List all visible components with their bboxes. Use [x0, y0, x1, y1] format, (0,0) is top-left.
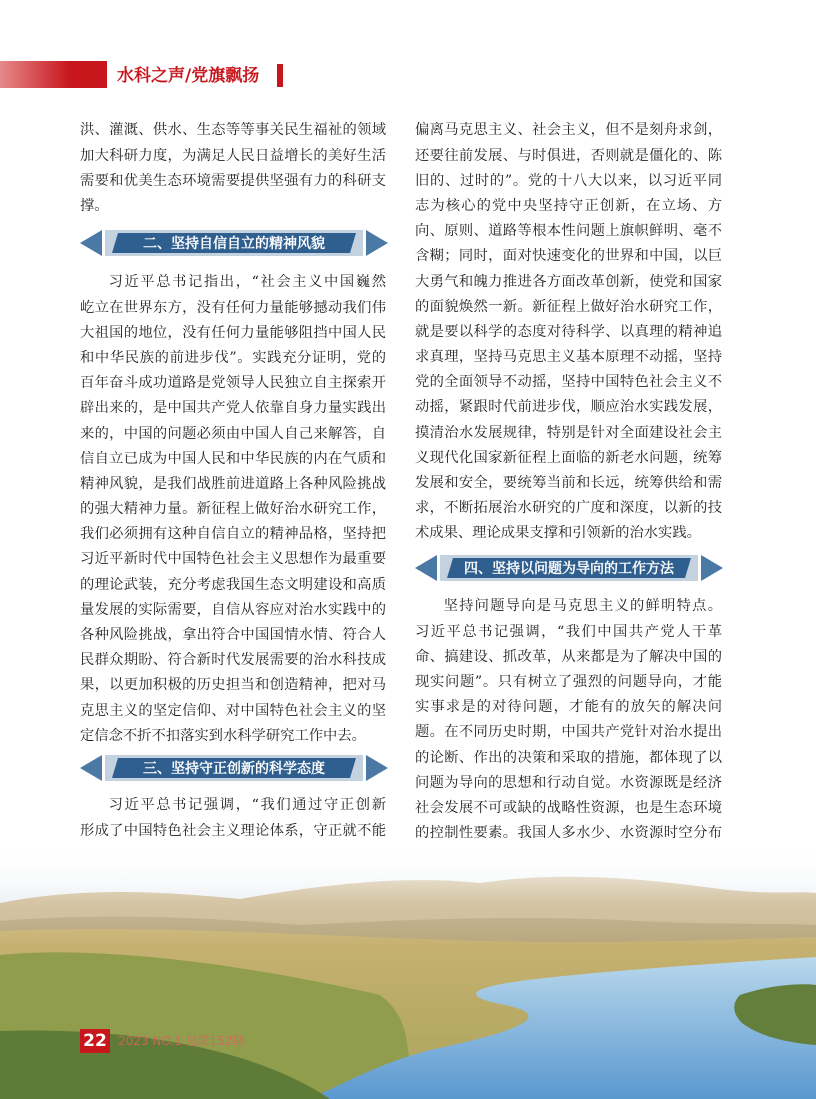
text-line: 大祖国的地位，没有任何力量能够阻挡中国人民	[80, 324, 386, 341]
header-red-band	[0, 61, 107, 88]
text-line: 问题为导向的思想和行动自觉。水资源既是经济	[415, 774, 722, 791]
text-line: 社会发展不可或缺的战略性资源，也是生态环境	[415, 799, 722, 816]
left-paragraph-continued	[80, 118, 386, 219]
text-line: 的控制性要素。我国人多水少、水资源时空分布	[415, 825, 722, 842]
text-line: 的理论武装，充分考虑我国生态文明建设和高质	[80, 576, 386, 593]
text-line: 的强大精神力量。新征程上做好治水研究工作，	[80, 501, 386, 518]
text-line: 求真理，坚持马克思主义基本原理不动摇，坚持	[415, 349, 722, 366]
text-line: 党的全面领导不动摇，坚持中国特色社会主义不	[415, 374, 722, 391]
text-line: 来的，中国的问题必须由中国人自己来解答，自	[80, 425, 386, 442]
heading-text: 三、坚持守正创新的科学态度	[143, 761, 325, 777]
text-line: 的论断、作出的决策和采取的措施，都体现了以	[415, 749, 722, 766]
text-line: 量发展的实际需要，自信从容应对治水实践中的	[80, 601, 386, 618]
header-red-bar	[277, 64, 283, 87]
text-line: 命、搞建设、抓改革，从来都是为了解决中国的	[415, 648, 722, 665]
text-line: 需要和优美生态环境需要提供坚强有力的科研支	[80, 172, 386, 189]
arrow-right-icon	[366, 230, 388, 256]
text-line: 发展和安全，要统筹当前和长远，统筹供给和需	[415, 475, 722, 492]
arrow-left-icon	[415, 555, 437, 581]
text-line: 习近平新时代中国特色社会主义思想作为最重要	[80, 551, 386, 568]
text-line: 习近平总书记指出，“社会主义中国巍然	[108, 274, 386, 291]
text-line: 信自立已成为中国人民和中华民族的内在气质和	[80, 450, 386, 467]
text-line: 加大科研力度，为满足人民日益增长的美好生活	[80, 147, 386, 164]
text-line: 旧的、过时的”。党的十八大以来，以习近平同	[415, 172, 722, 189]
top-fade	[0, 845, 816, 1099]
arrow-left-icon	[80, 755, 102, 781]
text-line: 大勇气和魄力推进各方面改革创新，使党和国家	[415, 273, 722, 290]
issue-label: 2023 NO.1 总第152期	[118, 1034, 245, 1048]
right-paragraph-continued	[415, 118, 722, 546]
text-line: 含糊；同时，面对快速变化的世界和中国，以巨	[415, 248, 722, 265]
text-line: 形成了中国特色社会主义理论体系，守正就不能	[80, 822, 386, 839]
section-heading-3	[80, 755, 388, 781]
text-line: 习近平总书记强调，“我们中国共产党人干革	[415, 623, 722, 640]
text-line: 克思主义的坚定信仰、对中国特色社会主义的坚	[80, 702, 386, 719]
text-line: 和中华民族的前进步伐”。实践充分证明，党的	[80, 349, 386, 366]
heading-text: 四、坚持以问题为导向的工作方法	[464, 561, 674, 577]
arrow-left-icon	[80, 230, 102, 256]
arrow-right-icon	[366, 755, 388, 781]
text-line: 习近平总书记强调，“我们通过守正创新	[108, 797, 386, 814]
right-paragraph-4	[415, 594, 722, 846]
text-line: 向、原则、道路等根本性问题上旗帜鲜明、毫不	[415, 223, 722, 240]
text-line: 题。在不同历史时期，中国共产党针对治水提出	[415, 724, 722, 741]
text-line: 的面貌焕然一新。新征程上做好治水研究工作，	[415, 298, 722, 315]
text-line: 偏离马克思主义、社会主义，但不是刻舟求剑，	[415, 122, 722, 139]
text-line: 就是要以科学的态度对待科学、以真理的精神追	[415, 323, 722, 340]
text-line: 各种风险挑战，拿出符合中国国情水情、符合人	[80, 627, 386, 644]
text-line: 还要往前发展、与时俱进，否则就是僵化的、陈	[415, 147, 722, 164]
text-line: 精神风貌，是我们战胜前进道路上各种风险挑战	[80, 475, 386, 492]
text-line: 屹立在世界东方，没有任何力量能够撼动我们伟	[80, 299, 386, 316]
text-line: 民群众期盼、符合新时代发展需要的治水科技成	[80, 652, 386, 669]
text-line: 摸清治水发展规律，特别是针对全面建设社会主	[415, 424, 722, 441]
text-line: 定信念不折不扣落实到水科学研究工作中去。	[80, 727, 366, 744]
text-line: 动摇，紧跟时代前进步伐，顺应治水实践发展，	[415, 399, 722, 416]
left-paragraph-3	[80, 793, 386, 843]
text-line: 果，以更加积极的历史担当和创造精神，把对马	[80, 677, 386, 694]
arrow-right-icon	[701, 555, 723, 581]
section-heading-2	[80, 230, 388, 256]
landscape-background-image	[0, 845, 816, 1099]
text-line: 实事求是的对待问题，才能有的放矢的解决问	[415, 699, 722, 716]
text-line: 坚持问题导向是马克思主义的鲜明特点。	[443, 598, 722, 615]
heading-text: 二、坚持自信自立的精神风貌	[143, 236, 325, 252]
text-line: 洪、灌溉、供水、生态等等事关民生福祉的领域	[80, 122, 386, 139]
text-line: 现实问题”。只有树立了强烈的问题导向，才能	[415, 673, 722, 690]
section-heading-4	[415, 555, 723, 581]
left-paragraph-2	[80, 270, 386, 749]
section-title: 水科之声/党旗飘扬	[117, 66, 260, 86]
text-line: 辟出来的，是中国共产党人依靠自身力量实践出	[80, 400, 386, 417]
text-line: 我们必须拥有这种自信自立的精神品格，坚持把	[80, 526, 386, 543]
text-line: 百年奋斗成功道路是党领导人民独立自主探索开	[80, 375, 386, 392]
text-line: 撑。	[80, 197, 109, 214]
page-number: 22	[80, 1029, 110, 1053]
text-line: 义现代化国家新征程上面临的新老水问题，统筹	[415, 449, 722, 466]
text-line: 志为核心的党中央坚持守正创新，在立场、方	[415, 197, 722, 214]
text-line: 求，不断拓展治水研究的广度和深度，以新的技	[415, 500, 722, 517]
text-line: 术成果、理论成果支撑和引领新的治水实践。	[415, 525, 701, 542]
